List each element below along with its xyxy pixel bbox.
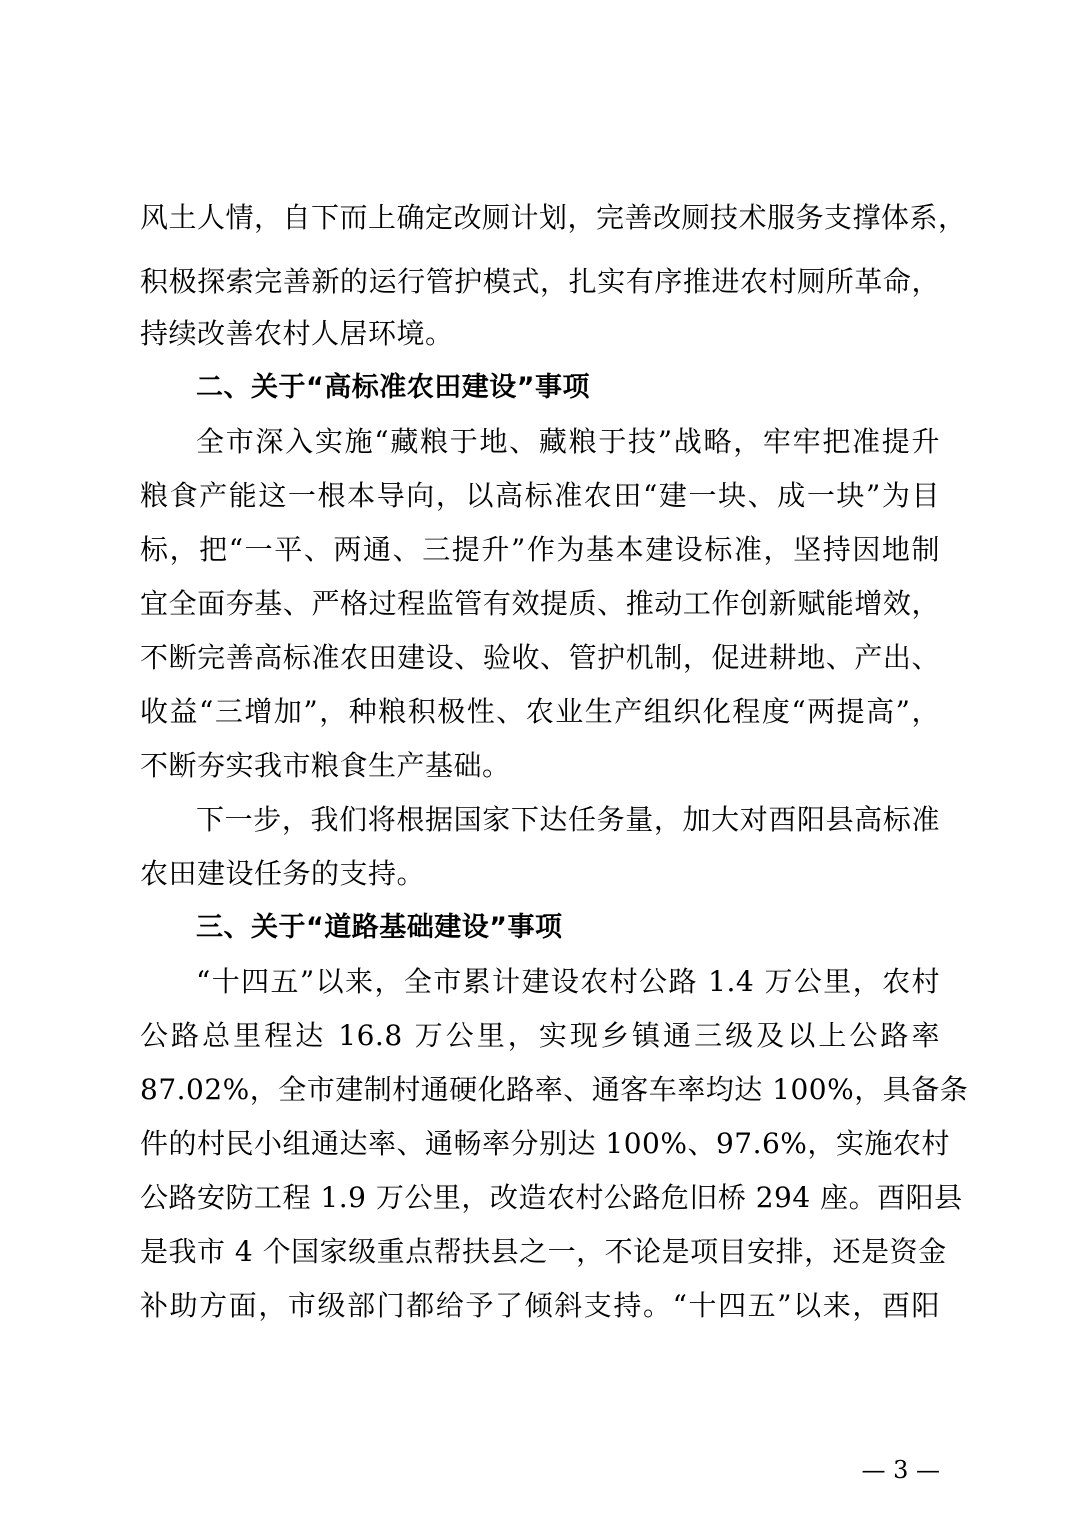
body-text-line: 粮食产能这一根本导向，以高标准农田“建一块、成一块”为目 xyxy=(140,479,940,512)
body-text-line: 不断夯实我市粮食生产基础。 xyxy=(140,749,511,782)
body-text-line: 下一步，我们将根据国家下达任务量，加大对酉阳县高标准 xyxy=(196,803,940,836)
body-text-line: 不断完善高标准农田建设、验收、管护机制，促进耕地、产出、 xyxy=(140,641,940,674)
body-text-line: 持续改善农村人居环境。 xyxy=(140,317,454,350)
body-text-line: 风土人情，自下而上确定改厕计划，完善改厕技术服务支撑体系， xyxy=(140,201,967,234)
body-text-line: 收益“三增加”，种粮积极性、农业生产组织化程度“两提高”， xyxy=(140,695,940,728)
page-number: — 3 — xyxy=(861,1456,940,1484)
body-text-line: 公路安防工程 1.9 万公里，改造农村公路危旧桥 294 座。酉阳县 xyxy=(140,1181,963,1214)
section-heading: 三、关于“道路基础建设”事项 xyxy=(196,912,563,943)
body-text-line: 全市深入实施“藏粮于地、藏粮于技”战略，牢牢把准提升 xyxy=(196,425,940,458)
body-text-line: 87.02%，全市建制村通硬化路率、通客车率均达 100%，具备条 xyxy=(140,1073,969,1106)
section-heading: 二、关于“高标准农田建设”事项 xyxy=(196,372,590,403)
body-text-line: 补助方面，市级部门都给予了倾斜支持。“十四五”以来，酉阳 xyxy=(140,1289,940,1322)
body-text-line: 是我市 4 个国家级重点帮扶县之一，不论是项目安排，还是资金 xyxy=(140,1235,947,1268)
body-text-line: 件的村民小组通达率、通畅率分别达 100%、97.6%，实施农村 xyxy=(140,1127,950,1160)
body-text-line: 积极探索完善新的运行管护模式，扎实有序推进农村厕所革命， xyxy=(140,265,940,298)
body-text-line: 农田建设任务的支持。 xyxy=(140,857,426,890)
body-text-line: 标，把“一平、两通、三提升”作为基本建设标准，坚持因地制 xyxy=(140,533,940,566)
body-text-line: “十四五”以来，全市累计建设农村公路 1.4 万公里，农村 xyxy=(196,965,940,998)
body-text-line: 公路总里程达 16.8 万公里，实现乡镇通三级及以上公路率 xyxy=(140,1019,940,1052)
body-text-line: 宜全面夯基、严格过程监管有效提质、推动工作创新赋能增效， xyxy=(140,587,940,620)
